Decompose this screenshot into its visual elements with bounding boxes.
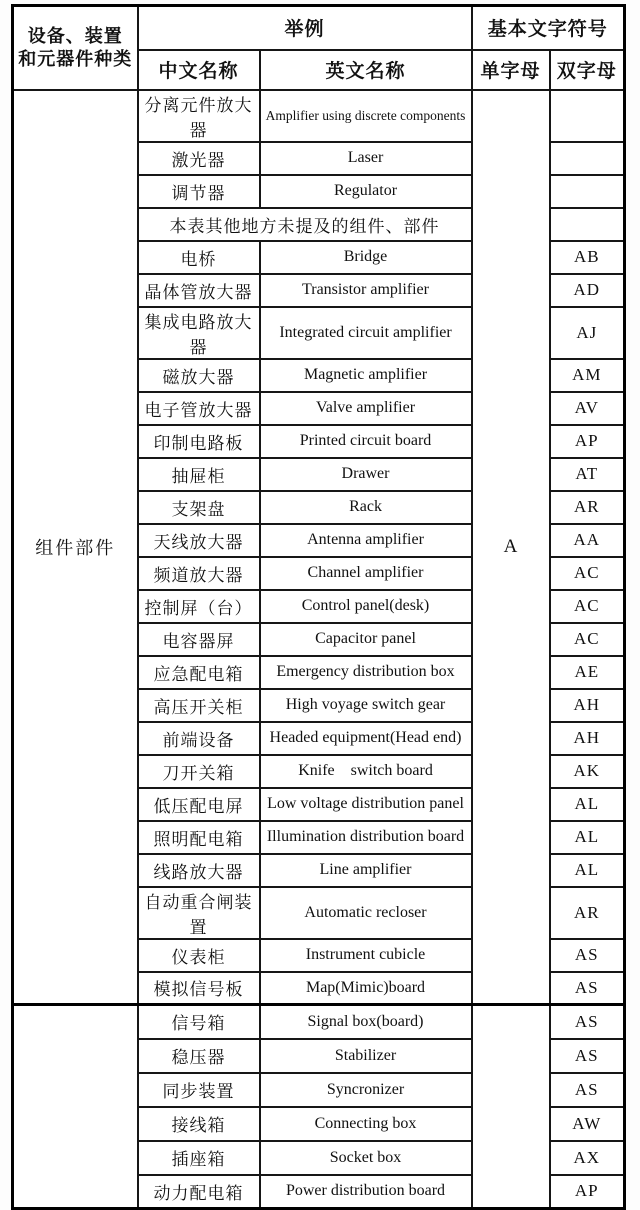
en-name-cell: Line amplifier bbox=[260, 854, 472, 887]
cn-name-cell: 电子管放大器 bbox=[138, 392, 260, 425]
double-letter-cell: AS bbox=[550, 1073, 625, 1107]
cn-name-cell: 频道放大器 bbox=[138, 557, 260, 590]
table-body bbox=[13, 90, 625, 1209]
cn-name-cell: 本表其他地方未提及的组件、部件 bbox=[138, 208, 472, 241]
double-letter-cell: AS bbox=[550, 972, 625, 1005]
en-name-cell: Syncronizer bbox=[260, 1073, 472, 1107]
double-letter-cell: AB bbox=[550, 241, 625, 274]
cn-name-cell: 同步装置 bbox=[138, 1073, 260, 1107]
en-name-cell: Capacitor panel bbox=[260, 623, 472, 656]
en-name-cell: Map(Mimic)board bbox=[260, 972, 472, 1005]
double-letter-cell: AK bbox=[550, 755, 625, 788]
single-letter-cell: A bbox=[472, 90, 550, 1005]
symbol-table bbox=[11, 4, 626, 1210]
header-single-letter: 单字母 bbox=[472, 50, 550, 90]
cn-name-cell: 自动重合闸装置 bbox=[138, 887, 260, 939]
en-name-cell: Instrument cubicle bbox=[260, 939, 472, 972]
single-letter-cell bbox=[472, 1005, 550, 1209]
cn-name-cell: 前端设备 bbox=[138, 722, 260, 755]
en-name-cell: High voyage switch gear bbox=[260, 689, 472, 722]
cn-name-cell: 控制屏（台） bbox=[138, 590, 260, 623]
en-name-cell: Headed equipment(Head end) bbox=[260, 722, 472, 755]
cn-name-cell: 磁放大器 bbox=[138, 359, 260, 392]
cn-name-cell: 支架盘 bbox=[138, 491, 260, 524]
en-name-cell: Control panel(desk) bbox=[260, 590, 472, 623]
table-row bbox=[13, 1005, 625, 1039]
en-name-cell: Signal box(board) bbox=[260, 1005, 472, 1039]
double-letter-cell: AJ bbox=[550, 307, 625, 359]
double-letter-cell: AD bbox=[550, 274, 625, 307]
cn-name-cell: 印制电路板 bbox=[138, 425, 260, 458]
double-letter-cell: AA bbox=[550, 524, 625, 557]
category-cell: 组件部件 bbox=[13, 90, 138, 1005]
en-name-cell: Power distribution board bbox=[260, 1175, 472, 1209]
cn-name-cell: 抽屉柜 bbox=[138, 458, 260, 491]
table-row bbox=[13, 90, 625, 142]
double-letter-cell: AC bbox=[550, 623, 625, 656]
header-example-group: 举例 bbox=[138, 6, 472, 50]
double-letter-cell bbox=[550, 142, 625, 175]
double-letter-cell: AE bbox=[550, 656, 625, 689]
cn-name-cell: 仪表柜 bbox=[138, 939, 260, 972]
double-letter-cell: AW bbox=[550, 1107, 625, 1141]
cn-name-cell: 高压开关柜 bbox=[138, 689, 260, 722]
en-name-cell: Integrated circuit amplifier bbox=[260, 307, 472, 359]
table-header bbox=[13, 6, 625, 90]
double-letter-cell: AP bbox=[550, 425, 625, 458]
en-name-cell: Low voltage distribution panel bbox=[260, 788, 472, 821]
en-name-cell: Connecting box bbox=[260, 1107, 472, 1141]
cn-name-cell: 接线箱 bbox=[138, 1107, 260, 1141]
en-name-cell: Bridge bbox=[260, 241, 472, 274]
double-letter-cell: AM bbox=[550, 359, 625, 392]
cn-name-cell: 集成电路放大器 bbox=[138, 307, 260, 359]
header-symbol-group: 基本文字符号 bbox=[472, 6, 625, 50]
header-en-name: 英文名称 bbox=[260, 50, 472, 90]
header-cn-name: 中文名称 bbox=[138, 50, 260, 90]
double-letter-cell bbox=[550, 90, 625, 142]
cn-name-cell: 动力配电箱 bbox=[138, 1175, 260, 1209]
en-name-cell: Channel amplifier bbox=[260, 557, 472, 590]
en-name-cell: Stabilizer bbox=[260, 1039, 472, 1073]
header-category bbox=[13, 6, 138, 90]
cn-name-cell: 电容器屏 bbox=[138, 623, 260, 656]
double-letter-cell: AX bbox=[550, 1141, 625, 1175]
double-letter-cell: AS bbox=[550, 939, 625, 972]
double-letter-cell: AR bbox=[550, 491, 625, 524]
double-letter-cell bbox=[550, 208, 625, 241]
en-name-cell: Antenna amplifier bbox=[260, 524, 472, 557]
en-name-cell: Rack bbox=[260, 491, 472, 524]
cn-name-cell: 信号箱 bbox=[138, 1005, 260, 1039]
cn-name-cell: 照明配电箱 bbox=[138, 821, 260, 854]
double-letter-cell: AL bbox=[550, 788, 625, 821]
cn-name-cell: 线路放大器 bbox=[138, 854, 260, 887]
en-name-cell: Amplifier using discrete components bbox=[260, 90, 472, 142]
cn-name-cell: 刀开关箱 bbox=[138, 755, 260, 788]
double-letter-cell: AR bbox=[550, 887, 625, 939]
double-letter-cell: AC bbox=[550, 557, 625, 590]
cn-name-cell: 调节器 bbox=[138, 175, 260, 208]
en-name-cell: Drawer bbox=[260, 458, 472, 491]
cn-name-cell: 分离元件放大器 bbox=[138, 90, 260, 142]
double-letter-cell: AH bbox=[550, 722, 625, 755]
cn-name-cell: 天线放大器 bbox=[138, 524, 260, 557]
en-name-cell: Printed circuit board bbox=[260, 425, 472, 458]
header-row-groups bbox=[13, 6, 625, 50]
cn-name-cell: 稳压器 bbox=[138, 1039, 260, 1073]
cn-name-cell: 低压配电屏 bbox=[138, 788, 260, 821]
header-category-line1: 设备、装置 bbox=[27, 26, 123, 47]
double-letter-cell: AL bbox=[550, 854, 625, 887]
en-name-cell: Regulator bbox=[260, 175, 472, 208]
en-name-cell: Transistor amplifier bbox=[260, 274, 472, 307]
double-letter-cell: AH bbox=[550, 689, 625, 722]
double-letter-cell: AS bbox=[550, 1039, 625, 1073]
en-name-cell: Magnetic amplifier bbox=[260, 359, 472, 392]
cn-name-cell: 激光器 bbox=[138, 142, 260, 175]
en-name-cell: Emergency distribution box bbox=[260, 656, 472, 689]
double-letter-cell bbox=[550, 175, 625, 208]
header-double-letter: 双字母 bbox=[550, 50, 625, 90]
cn-name-cell: 插座箱 bbox=[138, 1141, 260, 1175]
category-cell bbox=[13, 1005, 138, 1209]
en-name-cell: Automatic recloser bbox=[260, 887, 472, 939]
double-letter-cell: AV bbox=[550, 392, 625, 425]
double-letter-cell: AT bbox=[550, 458, 625, 491]
en-name-cell: Laser bbox=[260, 142, 472, 175]
double-letter-cell: AS bbox=[550, 1005, 625, 1039]
cn-name-cell: 应急配电箱 bbox=[138, 656, 260, 689]
en-name-cell: Knife switch board bbox=[260, 755, 472, 788]
cn-name-cell: 电桥 bbox=[138, 241, 260, 274]
double-letter-cell: AP bbox=[550, 1175, 625, 1209]
header-category-line2: 和元器件种类 bbox=[18, 48, 133, 69]
en-name-cell: Illumination distribution board bbox=[260, 821, 472, 854]
en-name-cell: Valve amplifier bbox=[260, 392, 472, 425]
double-letter-cell: AC bbox=[550, 590, 625, 623]
cn-name-cell: 模拟信号板 bbox=[138, 972, 260, 1005]
cn-name-cell: 晶体管放大器 bbox=[138, 274, 260, 307]
double-letter-cell: AL bbox=[550, 821, 625, 854]
en-name-cell: Socket box bbox=[260, 1141, 472, 1175]
